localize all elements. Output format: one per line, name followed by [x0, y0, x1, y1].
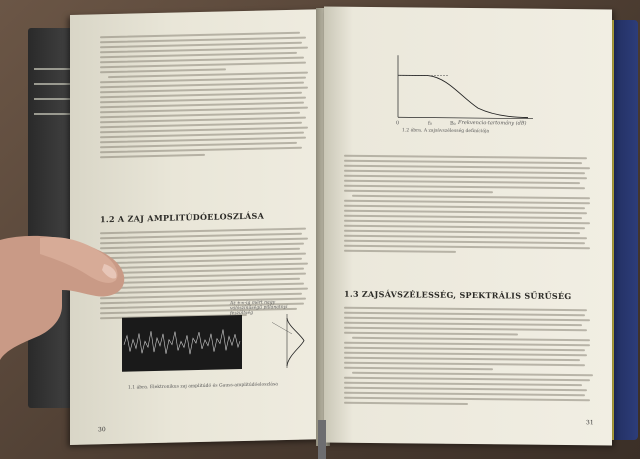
hand	[0, 210, 128, 360]
gauss-curve	[287, 318, 304, 366]
left-page-number: 30	[98, 426, 106, 434]
annotation-leader	[272, 322, 292, 334]
figure-1-2-tick-0: 0	[396, 120, 400, 127]
figure-1-1-caption: 1.1 ábra. Elektronikus zaj amplitúdó és Gauss-amplitúdóeloszlása	[128, 382, 278, 391]
x-axis	[398, 117, 533, 118]
left-paragraph-1	[100, 32, 310, 162]
figure-1-1-annotation: Az ±∞-ig mért nagy valószínűségű pillanatnyi feszültség	[230, 300, 288, 317]
section-heading-1-2: 1.2 A ZAJ AMPLITÚDÓELOSZLÁSA	[100, 210, 265, 225]
bookmark-ribbon	[318, 420, 326, 459]
right-page	[324, 6, 612, 445]
right-paragraph-2	[344, 307, 592, 410]
figure-1-2-tick-b0: B₀	[450, 120, 456, 127]
figure-1-2-axis-label: Frekvencia-tartomány (dB)	[458, 119, 527, 127]
right-page-number: 31	[586, 419, 594, 427]
response-curve	[398, 75, 528, 117]
figure-1-2-tick-f0: f₀	[428, 120, 432, 127]
right-paragraph-1	[344, 155, 592, 258]
figure-1-2-caption: 1.2 ábra. A zajsávszélesség definíciója	[402, 128, 490, 135]
section-heading-1-3: 1.3 ZAJSÁVSZÉLESSÉG, SPEKTRÁLIS SŰRŰSÉG	[344, 288, 572, 302]
